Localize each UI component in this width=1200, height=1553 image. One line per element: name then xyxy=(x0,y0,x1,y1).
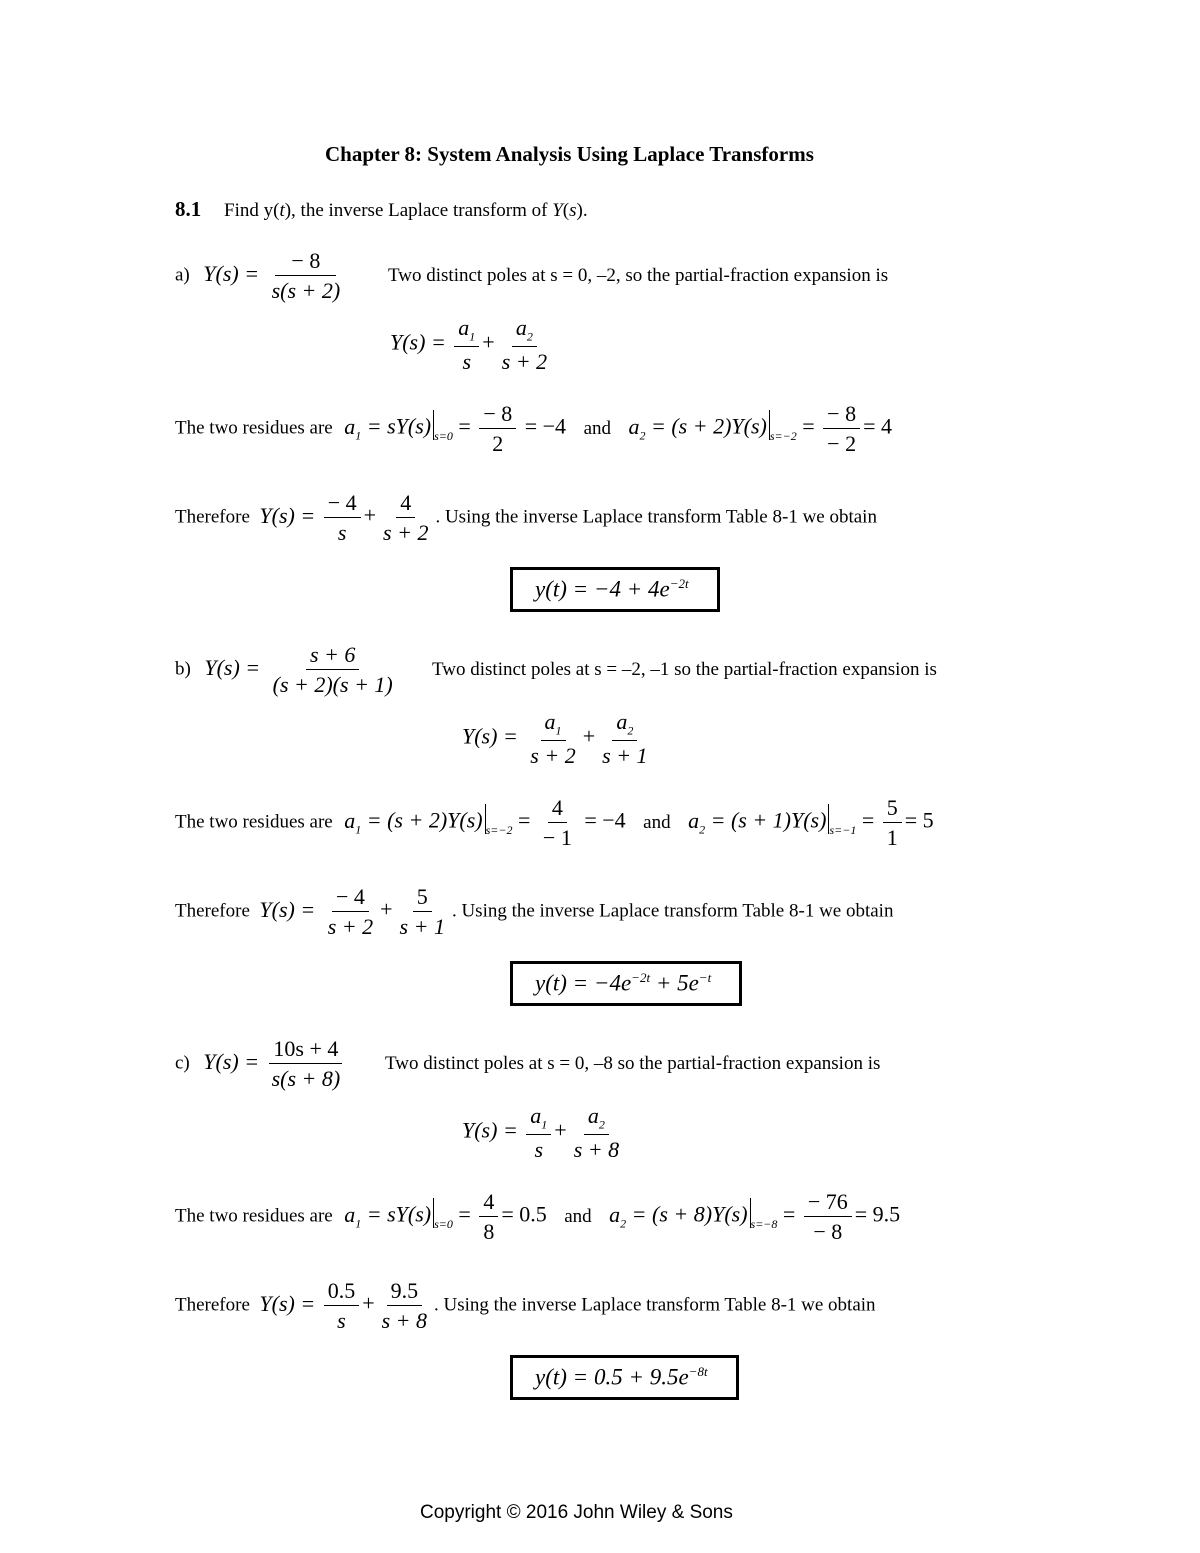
part-c-definition xyxy=(175,1037,347,1090)
sub-two: 2 xyxy=(639,428,646,443)
sub-one: 1 xyxy=(355,822,362,837)
part-b-label: b) xyxy=(175,658,191,680)
equals-sign: = xyxy=(458,413,471,439)
part-a-answer-exp: −2t xyxy=(669,576,689,591)
plus-sign: + xyxy=(554,1117,567,1143)
problem-statement xyxy=(175,197,588,222)
plus-sign: + xyxy=(362,1290,375,1316)
part-a-exp-lhs: Y(s) = xyxy=(390,329,446,355)
part-a-using: . Using the inverse Laplace transform Table 8-1 we obtain xyxy=(435,506,877,528)
part-b-ther-num2: 5 xyxy=(413,885,432,912)
part-b-res2-result: = 5 xyxy=(904,807,934,833)
part-a-res1-lhs: = sY(s) xyxy=(366,413,432,439)
part-a-res1-den: 2 xyxy=(492,431,504,457)
part-a-answer-box xyxy=(510,567,720,612)
statement-paren: ( xyxy=(562,200,570,221)
part-b-residues xyxy=(175,796,934,849)
part-b-answer-exp2: −t xyxy=(698,970,712,985)
sub-two: 2 xyxy=(598,1117,605,1132)
part-b-res2-eval: s=−1 xyxy=(829,822,857,837)
part-a-ther-frac2 xyxy=(379,491,432,544)
part-c-ther-den2: s + 8 xyxy=(381,1308,428,1334)
part-c-res1-den: 8 xyxy=(483,1219,495,1245)
part-b-res1-lhs: = (s + 2)Y(s) xyxy=(366,807,483,833)
part-c-label: c) xyxy=(175,1052,190,1074)
part-b-therefore xyxy=(175,885,893,938)
part-b-Y-num: s + 6 xyxy=(306,643,359,670)
part-a-res-intro: The two residues are xyxy=(175,417,333,439)
part-a-and: and xyxy=(583,417,611,439)
sub-one: 1 xyxy=(541,1117,548,1132)
part-b-ther-frac1 xyxy=(324,885,377,938)
part-b-answer-mid: + 5e xyxy=(650,970,699,996)
part-b-Y-den: (s + 2)(s + 1) xyxy=(272,672,393,698)
part-c-therefore xyxy=(175,1279,876,1332)
part-b-answer: y(t) = −4e xyxy=(535,970,632,996)
equals-sign: = xyxy=(802,413,815,439)
copyright-footer: Copyright © 2016 John Wiley & Sons xyxy=(420,1502,733,1523)
part-c-res1-frac xyxy=(479,1190,498,1243)
sym-a: a xyxy=(628,413,640,439)
part-a-Y-den: s(s + 2) xyxy=(271,278,341,304)
part-b-ther-frac2 xyxy=(396,885,449,938)
part-c-ther-den1: s xyxy=(337,1308,346,1334)
part-b-res1-frac xyxy=(539,796,576,849)
part-b-and: and xyxy=(643,811,671,833)
part-c-answer-box xyxy=(510,1355,739,1400)
sub-one: 1 xyxy=(355,428,362,443)
part-b-exp-num2: a xyxy=(616,709,628,734)
sub-two: 2 xyxy=(627,723,634,738)
part-b-expansion xyxy=(462,710,655,767)
part-a-res1-frac xyxy=(479,402,516,455)
part-c-res1-result: = 0.5 xyxy=(501,1201,547,1227)
part-a-expansion xyxy=(390,316,554,373)
part-c-res2-frac xyxy=(804,1190,852,1243)
sub-two: 2 xyxy=(699,822,706,837)
part-c-res2-num: − 76 xyxy=(804,1190,852,1217)
part-c-answer: y(t) = 0.5 + 9.5e xyxy=(535,1364,689,1390)
part-a-exp-num2: a xyxy=(515,315,527,340)
part-c-Y-den: s(s + 8) xyxy=(271,1066,341,1092)
part-b-res1-result: = −4 xyxy=(584,807,626,833)
equals-sign: = xyxy=(782,1201,796,1227)
sub-one: 1 xyxy=(555,723,562,738)
part-c-exp-den1: s xyxy=(534,1136,544,1162)
part-b-res-intro: The two residues are xyxy=(175,811,333,833)
plus-sign: + xyxy=(363,502,377,528)
sub-two: 2 xyxy=(526,329,533,344)
part-b-ther-den1: s + 2 xyxy=(327,914,374,940)
equals-sign: = xyxy=(517,807,531,833)
part-b-res2-lhs: = (s + 1)Y(s) xyxy=(710,807,827,833)
part-a-residues xyxy=(175,402,892,455)
sym-a: a xyxy=(688,807,700,833)
part-c-using: . Using the inverse Laplace transform Table 8-1 we obtain xyxy=(434,1294,876,1316)
part-c-ther-frac2 xyxy=(378,1279,431,1332)
Ys-symbol: Y(s) = xyxy=(203,1048,260,1074)
part-a-ther-num2: 4 xyxy=(396,491,415,518)
part-a-exp-den2: s + 2 xyxy=(501,348,548,374)
part-c-residues xyxy=(175,1190,900,1243)
part-a-exp-frac1 xyxy=(454,316,479,373)
sym-a: a xyxy=(344,807,356,833)
part-c-exp-lhs: Y(s) = xyxy=(462,1117,518,1143)
part-c-res2-lhs: = (s + 8)Y(s) xyxy=(631,1201,748,1227)
part-b-res2-frac xyxy=(883,796,902,849)
part-b-exp-den2: s + 1 xyxy=(602,742,648,768)
part-c-and: and xyxy=(564,1205,592,1227)
page-title: Chapter 8: System Analysis Using Laplace Transforms xyxy=(325,142,814,166)
part-b-exp-frac1 xyxy=(526,710,579,767)
part-a-ther-den1: s xyxy=(337,520,347,546)
part-c-exp-frac2 xyxy=(570,1104,623,1161)
part-a-res2-result: = 4 xyxy=(863,413,892,439)
statement-mid: ), the inverse Laplace transform of xyxy=(284,200,553,221)
part-c-exp-frac1 xyxy=(526,1104,551,1161)
sub-one: 1 xyxy=(469,329,476,344)
part-a-exp-num1: a xyxy=(458,315,470,340)
part-c-Y-fraction xyxy=(268,1037,345,1090)
part-b-ther-den2: s + 1 xyxy=(399,914,445,940)
part-a-res2-num: − 8 xyxy=(823,402,860,429)
part-b-exp-frac2 xyxy=(598,710,651,767)
part-a-exp-den1: s xyxy=(462,348,472,374)
part-a-res2-lhs: = (s + 2)Y(s) xyxy=(651,413,767,439)
part-c-res-intro: The two residues are xyxy=(175,1205,333,1227)
Ys-symbol: Y(s) = xyxy=(259,896,316,922)
part-a-definition xyxy=(175,249,347,302)
part-c-res2-den: − 8 xyxy=(813,1219,843,1245)
sym-a: a xyxy=(609,1201,621,1227)
plus-sign: + xyxy=(482,329,495,355)
part-a-answer: y(t) = −4 + 4e xyxy=(535,576,670,602)
part-a-ther-den2: s + 2 xyxy=(383,520,429,546)
part-b-therefore-label: Therefore xyxy=(175,900,250,922)
problem-number: 8.1 xyxy=(175,197,202,221)
part-c-res2-eval: s=−8 xyxy=(750,1216,778,1231)
Ys-symbol: Y(s) = xyxy=(259,502,316,528)
sub-two: 2 xyxy=(620,1216,627,1231)
part-c-ther-frac1 xyxy=(324,1279,360,1332)
part-c-answer-exp: −8t xyxy=(688,1364,708,1379)
part-c-res2-result: = 9.5 xyxy=(854,1201,901,1227)
statement-s: s xyxy=(569,200,577,221)
part-c-therefore-label: Therefore xyxy=(175,1294,250,1316)
part-a-Ys: Y(s) = xyxy=(203,260,260,286)
part-a-therefore-label: Therefore xyxy=(175,506,250,528)
part-b-res2-den: 1 xyxy=(886,825,898,851)
plus-sign: + xyxy=(380,896,393,922)
part-c-Y-num: 10s + 4 xyxy=(269,1037,342,1064)
part-a-poles-text: Two distinct poles at s = 0, –2, so the partial-fraction expansion is xyxy=(388,265,889,286)
part-b-exp-num1: a xyxy=(544,709,556,734)
part-c-res1-lhs: = sY(s) xyxy=(366,1201,432,1227)
part-c-exp-num1: a xyxy=(530,1103,542,1128)
equals-sign: = xyxy=(861,807,875,833)
part-c-ther-num2: 9.5 xyxy=(387,1279,423,1306)
part-c-poles-text: Two distinct poles at s = 0, –8 so the partial-fraction expansion is xyxy=(385,1053,881,1074)
part-b-res1-num: 4 xyxy=(548,796,567,823)
part-b-exp-den1: s + 2 xyxy=(530,742,576,768)
statement-Y: Y xyxy=(552,200,563,221)
part-a-ther-num1: − 4 xyxy=(324,491,361,518)
part-b-exp-lhs: Y(s) = xyxy=(462,723,518,749)
part-c-exp-num2: a xyxy=(587,1103,599,1128)
part-a-res2-den: − 2 xyxy=(827,431,857,457)
statement-t: t xyxy=(279,200,285,221)
part-a-res2-eval: s=−2 xyxy=(769,428,797,443)
part-b-res1-den: − 1 xyxy=(542,825,572,851)
part-b-answer-exp: −2t xyxy=(631,970,651,985)
sym-a: a xyxy=(344,1201,356,1227)
part-a-res2-frac xyxy=(823,402,860,455)
part-b-ther-num1: − 4 xyxy=(332,885,369,912)
part-a-Y-fraction xyxy=(268,249,345,302)
part-b-answer-box xyxy=(510,961,742,1006)
Ys-symbol: Y(s) = xyxy=(259,1290,316,1316)
sub-one: 1 xyxy=(355,1216,362,1231)
part-b-Y-fraction xyxy=(269,643,397,696)
part-a-res1-num: − 8 xyxy=(479,402,516,429)
part-a-therefore xyxy=(175,491,877,544)
part-c-expansion xyxy=(462,1104,626,1161)
part-a-exp-frac2 xyxy=(498,316,551,373)
part-c-res1-eval: s=0 xyxy=(434,1216,453,1231)
part-b-using: . Using the inverse Laplace transform Table 8-1 we obtain xyxy=(451,900,894,922)
statement-pre: Find y( xyxy=(224,200,280,221)
part-b-res2-num: 5 xyxy=(883,796,902,823)
part-a-ther-frac1 xyxy=(324,491,361,544)
Ys-symbol: Y(s) = xyxy=(204,654,261,680)
part-c-ther-num1: 0.5 xyxy=(324,1279,360,1306)
part-c-exp-den2: s + 8 xyxy=(573,1136,620,1162)
part-b-res1-eval: s=−2 xyxy=(485,822,513,837)
plus-sign: + xyxy=(582,723,596,749)
part-c-res1-num: 4 xyxy=(479,1190,498,1217)
part-a-Y-num: − 8 xyxy=(275,249,336,276)
statement-end: ). xyxy=(576,200,588,221)
part-b-definition xyxy=(175,643,400,696)
equals-sign: = xyxy=(458,1201,471,1227)
part-b-poles-text: Two distinct poles at s = –2, –1 so the partial-fraction expansion is xyxy=(432,659,937,680)
sym-a: a xyxy=(344,413,356,439)
part-a-label: a) xyxy=(175,264,190,286)
part-a-res1-eval: s=0 xyxy=(434,428,453,443)
part-a-res1-result: = −4 xyxy=(524,413,567,439)
